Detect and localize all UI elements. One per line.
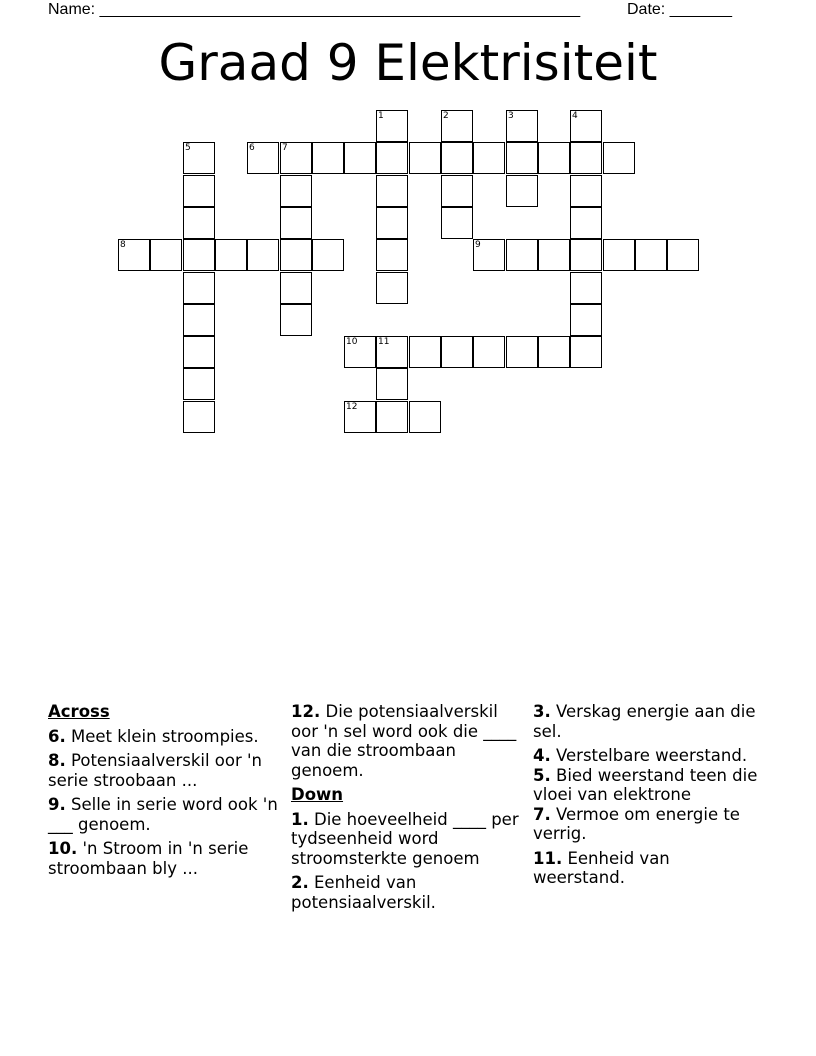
grid-cell[interactable]: [570, 142, 602, 174]
down-heading: Down: [291, 785, 344, 804]
grid-cell[interactable]: [183, 207, 215, 239]
clue-number: 8.: [48, 751, 66, 770]
clue-text: Bied weerstand teen die vloei van elektrone: [533, 765, 758, 804]
name-field[interactable]: Name: ______________________________________________________: [48, 1, 581, 18]
clue-across-10: [48, 839, 280, 878]
cell-number: 11: [378, 337, 390, 347]
grid-cell[interactable]: [183, 239, 215, 271]
clue-number: 6.: [48, 726, 66, 746]
grid-cell[interactable]: [441, 175, 473, 207]
grid-cell[interactable]: [409, 336, 441, 368]
clue-text: Die potensiaalverskil oor 'n sel word ook die ____ van die stroombaan genoem.: [291, 702, 517, 780]
grid-cell[interactable]: [570, 110, 602, 142]
grid-cell[interactable]: [280, 272, 312, 304]
cell-number: 10: [346, 337, 358, 347]
grid-cell[interactable]: [506, 110, 538, 142]
grid-cell[interactable]: [570, 272, 602, 304]
grid-cell[interactable]: [473, 239, 505, 271]
page-title: Graad 9 Elektrisiteit: [158, 34, 658, 92]
clue-number: 1.: [291, 809, 309, 829]
grid-cell[interactable]: [441, 142, 473, 174]
clue-number: 3.: [533, 702, 551, 721]
cell-number: 9: [475, 240, 481, 250]
clue-down-1: [291, 810, 523, 869]
grid-cell[interactable]: [280, 142, 312, 174]
grid-cell[interactable]: [635, 239, 667, 271]
grid-cell[interactable]: [570, 175, 602, 207]
grid-cell[interactable]: [603, 142, 635, 174]
clue-down-11: [533, 849, 765, 888]
grid-cell[interactable]: [376, 142, 408, 174]
clue-down-7: [533, 805, 765, 844]
grid-cell[interactable]: [409, 401, 441, 433]
cell-number: 1: [378, 111, 384, 121]
clue-down-3: [533, 702, 765, 741]
grid-cell[interactable]: [538, 239, 570, 271]
grid-cell[interactable]: [441, 207, 473, 239]
clue-number: 9.: [48, 795, 66, 814]
grid-cell[interactable]: [570, 336, 602, 368]
clue-number: 12.: [291, 702, 321, 721]
clue-across-12: [291, 702, 523, 780]
grid-cell[interactable]: [570, 207, 602, 239]
cell-number: 8: [120, 240, 126, 250]
clue-number: 7.: [533, 804, 551, 824]
grid-cell[interactable]: [118, 239, 150, 271]
grid-cell[interactable]: [280, 175, 312, 207]
cell-number: 6: [249, 143, 255, 153]
clue-text: 'n Stroom in 'n serie stroombaan bly ...: [48, 839, 249, 878]
grid-cell[interactable]: [538, 142, 570, 174]
clue-text: Eenheid van potensiaalverskil.: [291, 873, 436, 912]
grid-cell[interactable]: [247, 239, 279, 271]
grid-cell[interactable]: [183, 304, 215, 336]
clue-number: 2.: [291, 873, 309, 892]
cell-number: 5: [185, 143, 191, 153]
clue-across-8: [48, 751, 280, 790]
grid-cell[interactable]: [247, 142, 279, 174]
grid-cell[interactable]: [538, 336, 570, 368]
clue-text: Vermoe om energie te verrig.: [533, 804, 740, 843]
grid-cell[interactable]: [183, 142, 215, 174]
grid-cell[interactable]: [473, 336, 505, 368]
grid-cell[interactable]: [215, 239, 247, 271]
crossword-grid: [0, 0, 816, 450]
grid-cell[interactable]: [409, 142, 441, 174]
clue-number: 4.: [533, 746, 551, 765]
clues-column-3: [533, 702, 765, 893]
grid-cell[interactable]: [376, 401, 408, 433]
grid-cell[interactable]: [376, 110, 408, 142]
grid-cell[interactable]: [376, 272, 408, 304]
grid-cell[interactable]: [667, 239, 699, 271]
clue-text: Verstelbare weerstand.: [556, 746, 748, 765]
grid-cell[interactable]: [280, 239, 312, 271]
grid-cell[interactable]: [312, 239, 344, 271]
cell-number: 2: [443, 111, 449, 121]
clue-number: 5.: [533, 765, 551, 785]
grid-cell[interactable]: [312, 142, 344, 174]
grid-cell[interactable]: [441, 110, 473, 142]
across-heading: Across: [48, 702, 110, 721]
grid-cell[interactable]: [280, 304, 312, 336]
grid-cell[interactable]: [570, 239, 602, 271]
clue-text: Die hoeveelheid ____ per tydseenheid word stroomsterkte genoem: [291, 809, 519, 868]
clue-number: 10.: [48, 839, 78, 858]
date-field[interactable]: Date: _______: [627, 1, 732, 18]
grid-cell[interactable]: [376, 368, 408, 400]
grid-cell[interactable]: [183, 401, 215, 433]
clue-text: Verskag energie aan die sel.: [533, 702, 756, 741]
grid-cell[interactable]: [441, 336, 473, 368]
clue-text: Potensiaalverskil oor 'n serie stroobaan ...: [48, 751, 262, 790]
grid-cell[interactable]: [506, 175, 538, 207]
grid-cell[interactable]: [376, 239, 408, 271]
clue-number: 11.: [533, 848, 563, 868]
cell-number: 12: [346, 402, 358, 412]
clues-column-2: [291, 702, 523, 917]
grid-cell[interactable]: [376, 207, 408, 239]
grid-cell[interactable]: [150, 239, 182, 271]
grid-cell[interactable]: [183, 175, 215, 207]
grid-cell[interactable]: [603, 239, 635, 271]
clue-text: Eenheid van weerstand.: [533, 848, 670, 887]
clue-down-5: [533, 766, 765, 805]
grid-cell[interactable]: [280, 207, 312, 239]
grid-cell[interactable]: [506, 142, 538, 174]
grid-cell[interactable]: [506, 239, 538, 271]
clues-column-1: [48, 702, 280, 883]
clue-across-9: [48, 795, 280, 834]
grid-cell[interactable]: [473, 142, 505, 174]
clue-down-4: [533, 746, 765, 766]
clue-down-2: [291, 873, 523, 912]
grid-cell[interactable]: [506, 336, 538, 368]
clue-text: Meet klein stroompies.: [71, 726, 259, 746]
grid-cell[interactable]: [376, 336, 408, 368]
grid-cell[interactable]: [344, 336, 376, 368]
grid-cell[interactable]: [344, 401, 376, 433]
grid-cell[interactable]: [183, 272, 215, 304]
clue-across-6: [48, 727, 280, 747]
cell-number: 4: [572, 111, 578, 121]
cell-number: 3: [508, 111, 514, 121]
grid-cell[interactable]: [376, 175, 408, 207]
grid-cell[interactable]: [570, 304, 602, 336]
clue-text: Selle in serie word ook 'n ___ genoem.: [48, 795, 278, 834]
grid-cell[interactable]: [344, 142, 376, 174]
grid-cell[interactable]: [183, 336, 215, 368]
grid-cell[interactable]: [183, 368, 215, 400]
cell-number: 7: [282, 143, 288, 153]
